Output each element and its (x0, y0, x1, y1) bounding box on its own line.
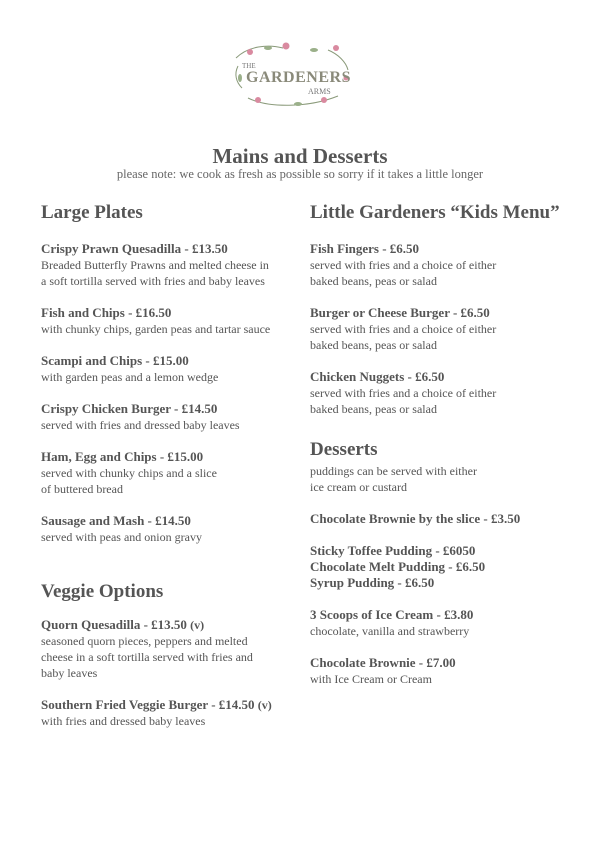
menu-item (310, 559, 590, 575)
left-column (41, 200, 301, 729)
menu-item (310, 607, 590, 639)
item-desc: a soft tortilla served with fries and baby leaves (41, 274, 265, 288)
item-name-text: Southern Fried Veggie Burger - £14.50 (41, 697, 255, 712)
logo-text-arms: ARMS (308, 87, 331, 96)
desserts-section (310, 437, 590, 687)
item-desc: baked beans, peas or salad (310, 402, 437, 416)
logo-text-the: THE (242, 62, 256, 70)
item-desc: with Ice Cream or Cream (310, 672, 432, 686)
item-desc: baked beans, peas or salad (310, 274, 437, 288)
item-name: Burger or Cheese Burger - £6.50 (310, 305, 490, 320)
right-column (310, 200, 590, 687)
menu-item (41, 305, 301, 337)
large-plates-section (41, 200, 301, 545)
menu-item (310, 655, 590, 687)
item-name: 3 Scoops of Ice Cream - £3.80 (310, 607, 474, 622)
menu-item (41, 353, 301, 385)
item-desc: baked beans, peas or salad (310, 338, 437, 352)
item-name: Chocolate Brownie - £7.00 (310, 655, 456, 670)
item-name: Syrup Pudding - £6.50 (310, 575, 435, 590)
pub-logo (228, 38, 358, 110)
menu-item (310, 241, 590, 289)
item-desc: of buttered bread (41, 482, 123, 496)
page-subtitle: please note: we cook as fresh as possible so sorry if it takes a little longer (116, 167, 484, 181)
item-name: Chicken Nuggets - £6.50 (310, 369, 445, 384)
item-desc: served with fries and a choice of either (310, 322, 497, 336)
menu-item (310, 305, 590, 353)
item-desc: served with peas and onion gravy (41, 530, 202, 544)
item-name: Ham, Egg and Chips - £15.00 (41, 449, 204, 464)
item-desc: served with fries and a choice of either (310, 258, 497, 272)
vegetarian-tag: (v) (257, 698, 272, 712)
menu-item (310, 575, 590, 591)
item-name (41, 697, 301, 713)
desserts-note: puddings can be served with either (310, 464, 477, 478)
item-name: Crispy Prawn Quesadilla - £13.50 (41, 241, 228, 256)
item-name: Chocolate Brownie by the slice - £3.50 (310, 511, 521, 526)
menu-item (41, 697, 301, 729)
item-name-text: Quorn Quesadilla - £13.50 (41, 617, 187, 632)
veggie-section (41, 579, 301, 729)
item-desc: served with fries and dressed baby leaves (41, 418, 240, 432)
item-desc: with chunky chips, garden peas and tartar sauce (41, 322, 271, 336)
veggie-heading: Veggie Options (41, 581, 164, 602)
desserts-heading: Desserts (310, 439, 378, 460)
item-desc: with fries and dressed baby leaves (41, 714, 206, 728)
vegetarian-tag: (v) (190, 618, 205, 632)
kids-menu-heading: Little Gardeners “Kids Menu” (310, 202, 560, 223)
menu-item (41, 401, 301, 433)
item-desc: Breaded Butterfly Prawns and melted cheese in (41, 258, 269, 272)
menu-item (41, 241, 301, 289)
item-desc: with garden peas and a lemon wedge (41, 370, 219, 384)
item-name: Scampi and Chips - £15.00 (41, 353, 189, 368)
item-name (41, 617, 301, 633)
menu-item (41, 513, 301, 545)
page-title: Mains and Desserts (212, 144, 388, 168)
item-name: Sticky Toffee Pudding - £6050 (310, 543, 476, 558)
large-plates-heading: Large Plates (41, 202, 143, 223)
menu-item (41, 617, 301, 681)
menu-item (310, 369, 590, 417)
item-name: Fish Fingers - £6.50 (310, 241, 420, 256)
item-desc: cheese in a soft tortilla served with fries and (41, 650, 253, 664)
desserts-note: ice cream or custard (310, 480, 407, 494)
item-desc: served with fries and a choice of either (310, 386, 497, 400)
item-desc: seasoned quorn pieces, peppers and melted (41, 634, 248, 648)
item-desc: served with chunky chips and a slice (41, 466, 217, 480)
item-name: Chocolate Melt Pudding - £6.50 (310, 559, 486, 574)
kids-menu-section (310, 200, 590, 417)
menu-item (310, 543, 590, 559)
logo-text-gardeners: GARDENERS (246, 69, 351, 86)
item-name: Sausage and Mash - £14.50 (41, 513, 191, 528)
menu-item (41, 449, 301, 497)
item-desc: baby leaves (41, 666, 98, 680)
item-name: Crispy Chicken Burger - £14.50 (41, 401, 218, 416)
menu-item (310, 511, 590, 527)
item-desc: chocolate, vanilla and strawberry (310, 624, 470, 638)
item-name: Fish and Chips - £16.50 (41, 305, 172, 320)
